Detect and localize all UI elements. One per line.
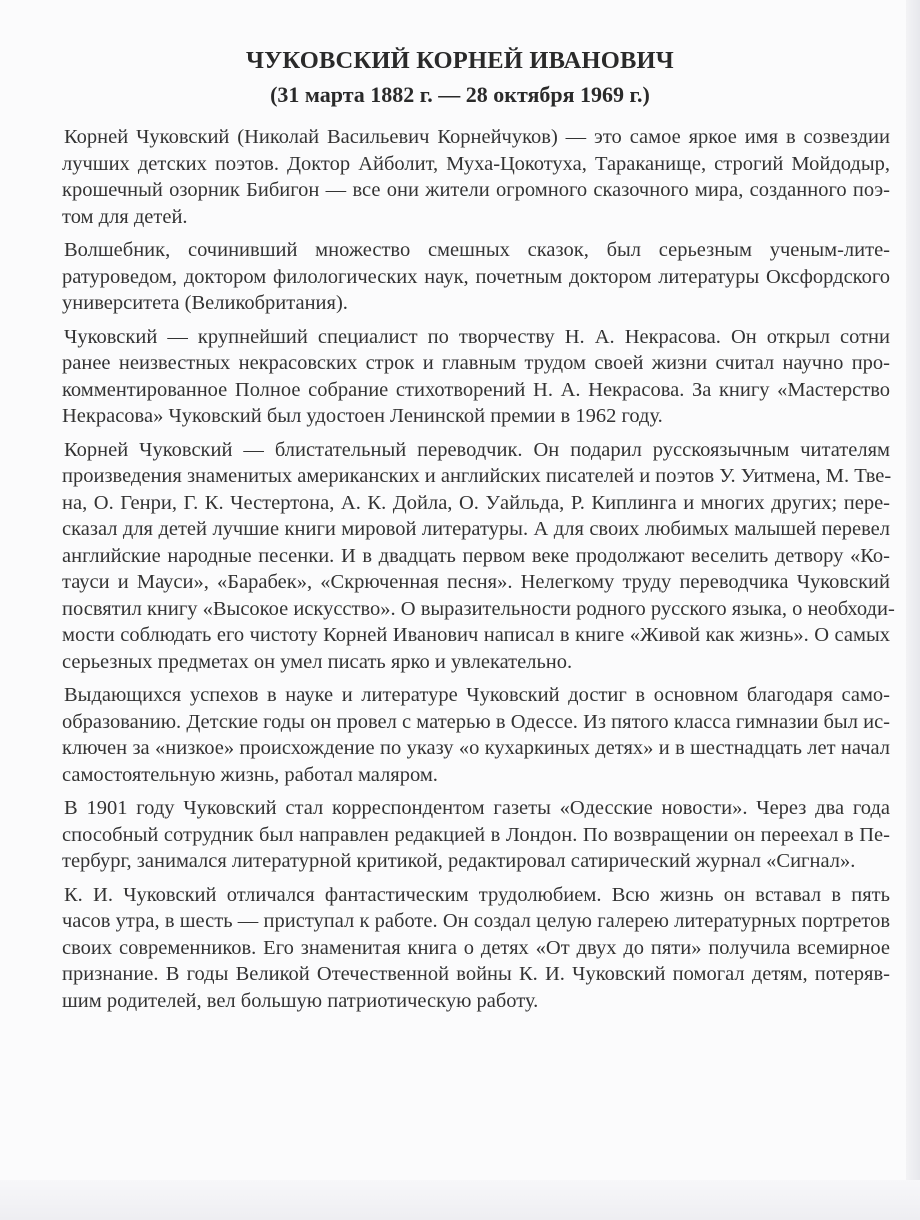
paragraph-diligence: [62, 882, 890, 1015]
paragraph-journalism: [62, 795, 890, 875]
text-line: тербург, занимался литературной критикой, редактировал сатирический журнал «Сигнал».: [62, 850, 856, 872]
text-line: Некрасова» Чуковский был удостоен Ленинской премии в 1962 году.: [62, 405, 663, 427]
life-dates: (31 марта 1882 г. — 28 октября 1969 г.): [270, 82, 650, 107]
article-header: [0, 46, 920, 110]
text-line: Волшебник, сочинивший множество смешных сказок, был серьезным ученым-лите-: [64, 239, 890, 261]
text-line: сказал для детей лучшие книги мировой литературы. А для своих любимых малышей перевел: [62, 518, 890, 540]
text-line: серьезных предметах он умел писать ярко и увлекательно.: [62, 650, 573, 673]
text-line: лучших детских поэтов. Доктор Айболит, Муха-Цокотуха, Тараканище, строгий Мойдодыр,: [62, 152, 890, 175]
text-line: способный сотрудник был направлен редакцией в Лондон. По возвращении он переехал в Пе-: [62, 823, 890, 846]
text-line: Чуковский — крупнейший специалист по творчеству Н. А. Некрасова. Он открыл сотни: [64, 325, 890, 348]
text-line: ранее неизвестных некрасовских строк и главным трудом своей жизни считал научно про-: [62, 352, 890, 374]
text-line: образованию. Детские годы он провел с матерью в Одессе. Из пятого класса гимназии был ис-: [62, 710, 890, 733]
paragraph-translator: [62, 437, 895, 676]
text-line: Корней Чуковский — блистательный переводчик. Он подарил русскоязычным читателям: [64, 438, 890, 461]
text-line: часов утра, в шесть — приступал к работе. Он создал целую галерею литературных портретов: [62, 910, 890, 932]
text-line: посвятил книгу «Высокое искусство». О выразительности родного русского языка, о необходи-: [62, 597, 895, 620]
text-line: комментированное Полное собрание стихотворений Н. А. Некрасова. За книгу «Мастерство: [62, 378, 890, 401]
text-line: В 1901 году Чуковский стал корреспондентом газеты «Одесские новости». Через два года: [64, 797, 890, 819]
text-line: самостоятельную жизнь, работал маляром.: [62, 763, 438, 786]
page-edge-shadow-bottom: [0, 1180, 920, 1220]
text-line: своих современников. Его знаменитая книга о детях «От двух до пяти» получила всемирное: [62, 936, 890, 959]
text-line: тауси и Мауси», «Барабек», «Скрюченная песня». Нелегкому труду переводчика Чуковский: [62, 571, 890, 593]
text-line: том для детей.: [62, 205, 188, 228]
paragraph-intro: [62, 124, 890, 230]
text-line: Корней Чуковский (Николай Васильевич Корнейчуков) — это самое яркое имя в созвездии: [64, 126, 890, 148]
paragraph-education: [62, 682, 890, 788]
text-line: ратуроведом, доктором филологических наук, почетным доктором литературы Оксфордского: [62, 265, 890, 288]
article-body: [62, 124, 895, 1021]
text-line: Выдающихся успехов в науке и литературе Чуковский достиг в основном благодаря само-: [64, 684, 890, 706]
text-line: на, О. Генри, Г. К. Честертона, А. К. Дойла, О. Уайльда, Р. Киплинга и многих других; пере-: [62, 491, 890, 514]
text-line: университета (Великобритания).: [62, 292, 348, 314]
paragraph-nekrasov: [62, 324, 890, 430]
text-line: мости соблюдать его чистоту Корней Иванович написал в книге «Живой как жизнь». О самых: [62, 624, 890, 646]
text-line: ключен за «низкое» происхождение по указу «о кухаркиных детях» и в шестнадцать лет начал: [62, 737, 890, 759]
text-line: К. И. Чуковский отличался фантастическим трудолюбием. Всю жизнь он вставал в пять: [64, 883, 890, 906]
text-line: крошечный озорник Бибигон — все они жители огромного сказочного мира, созданного поэ-: [62, 179, 890, 201]
page-edge-shadow-right: [906, 0, 920, 1220]
text-line: английские народные песенки. И в двадцать первом веке продолжают веселить детвору «Ко-: [62, 544, 890, 567]
article-title: ЧУКОВСКИЙ КОРНЕЙ ИВАНОВИЧ: [245, 47, 674, 74]
text-line: произведения знаменитых американских и английских писателей и поэтов У. Уитмена, М. Тве-: [62, 465, 892, 487]
paragraph-scholar: [62, 237, 890, 317]
text-line: шим родителей, вел большую патриотическую работу.: [62, 989, 539, 1012]
text-line: признание. В годы Великой Отечественной войны К. И. Чуковский помогал детям, потеряв-: [62, 963, 890, 985]
